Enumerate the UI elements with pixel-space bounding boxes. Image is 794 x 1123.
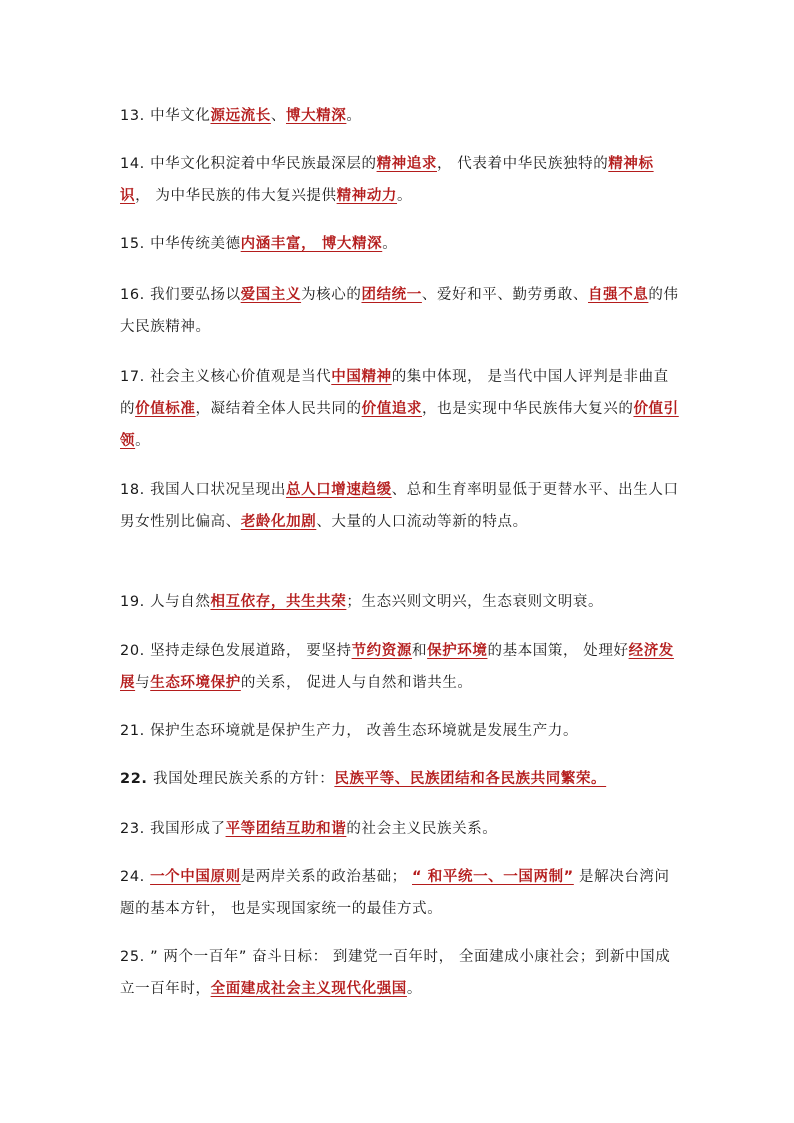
body-text: 。: [406, 981, 423, 997]
keyword-highlight: 内涵丰富， 博大精深: [240, 236, 383, 252]
paragraph-25: [120, 941, 680, 1005]
body-text: 我国处理民族关系的方针：: [153, 771, 335, 787]
paragraph-17: [120, 361, 680, 457]
body-text: 是解决台湾问题的基本方针， 也是实现国家统一的最佳方式。: [120, 869, 670, 917]
body-text: ；生态兴则文明兴，生态衰则文明衰。: [346, 594, 604, 610]
keyword-highlight: 中国精神: [331, 369, 392, 385]
body-text: 的关系， 促进人与自然和谐共生。: [240, 675, 473, 691]
keyword-highlight: 精神动力: [336, 188, 398, 204]
paragraph-13: [120, 100, 680, 132]
keyword-highlight: 民族平等、民族团结和各民族共同繁荣。: [334, 771, 607, 787]
body-text: 20. 坚持走绿色发展道路， 要坚持: [120, 643, 352, 659]
body-text: 、大量的人口流动等新的特点。: [316, 514, 528, 530]
paragraph-24: [120, 861, 680, 925]
body-text: 15. 中华传统美德: [120, 236, 241, 252]
body-text: 的集中体现， 是当代中国人评判是非曲直的: [120, 369, 669, 417]
keyword-highlight: 价值引领: [120, 401, 679, 449]
body-text: 、总和生育率明显低于更替水平、出生人口男女性别比偏高、: [120, 482, 679, 530]
keyword-highlight: 相互依存，共生共荣: [210, 594, 347, 610]
keyword-highlight: 生态环境保护: [150, 675, 241, 691]
keyword-highlight: 价值追求: [361, 401, 423, 417]
keyword-highlight: 一个中国原则: [150, 869, 241, 885]
keyword-highlight: 老龄化加剧: [240, 514, 317, 530]
keyword-highlight: 经济发展: [120, 643, 674, 691]
body-text: ，也是实现中华民族伟大复兴的: [422, 401, 634, 417]
body-text: 的社会主义民族关系。: [346, 821, 498, 837]
paragraph-19: [120, 586, 680, 618]
body-text: 16. 我们要弘扬以: [120, 287, 241, 303]
body-text: 。: [397, 188, 413, 204]
paragraph-18: [120, 474, 680, 538]
paragraph-14: [120, 148, 680, 212]
body-text: 19. 人与自然: [120, 594, 211, 610]
body-text: 是两岸关系的政治基础；: [240, 869, 412, 885]
body-text: 13. 中华文化: [120, 108, 211, 124]
keyword-highlight: 节约资源: [351, 643, 412, 659]
body-text: 18. 我国人口状况呈现出: [120, 482, 286, 498]
body-text: 、: [270, 108, 286, 124]
paragraph-15: [120, 228, 680, 260]
body-text: 的基本国策， 处理好: [487, 643, 629, 659]
body-text: 和: [411, 643, 428, 659]
body-text: 23. 我国形成了: [120, 821, 226, 837]
paragraph-20: [120, 635, 680, 699]
body-text: ，凝结着全体人民共同的: [195, 401, 362, 417]
body-text: 、爱好和平、勤劳勇敢、: [421, 287, 588, 303]
keyword-highlight: 爱国主义: [240, 287, 302, 303]
keyword-highlight: 团结统一: [361, 287, 422, 303]
keyword-highlight: 源远流长: [210, 108, 271, 124]
keyword-highlight: 总人口增速趋缓: [285, 482, 392, 498]
paragraph-23: [120, 813, 680, 845]
body-text: 的伟大民族精神。: [120, 287, 679, 335]
bold-text: 22.: [120, 771, 154, 787]
paragraph-16: [120, 279, 680, 343]
body-text: 25. ” 两个一百年” 奋斗日标： 到建党一百年时， 全面建成小康社会；到新中国成立一百年时，: [120, 949, 671, 997]
body-text: 为核心的: [301, 287, 362, 303]
body-text: 。: [382, 236, 398, 252]
keyword-highlight: 全面建成社会主义现代化强国: [210, 981, 407, 997]
keyword-highlight: 精神追求: [376, 156, 437, 172]
keyword-highlight: “ 和平统一、一国两制”: [412, 869, 574, 885]
keyword-highlight: 平等团结互助和谐: [225, 821, 347, 837]
body-text: 24.: [120, 869, 151, 885]
paragraph-22: [120, 763, 680, 795]
keyword-highlight: 价值标准: [135, 401, 196, 417]
keyword-highlight: 博大精深: [285, 108, 347, 124]
body-text: ， 为中华民族的伟大复兴提供: [135, 188, 337, 204]
keyword-highlight: 保护环境: [427, 643, 488, 659]
body-text: 。: [135, 433, 151, 449]
body-text: 21. 保护生态环境就是保护生产力， 改善生态环境就是发展生产力。: [120, 723, 579, 739]
body-text: ， 代表着中华民族独特的: [436, 156, 609, 172]
paragraph-21: [120, 715, 680, 747]
body-text: 14. 中华文化积淀着中华民族最深层的: [120, 156, 377, 172]
keyword-highlight: 精神标识: [120, 156, 654, 204]
body-text: 。: [346, 108, 362, 124]
body-text: 17. 社会主义核心价值观是当代: [120, 369, 332, 385]
body-text: 与: [135, 675, 151, 691]
keyword-highlight: 自强不息: [588, 287, 649, 303]
